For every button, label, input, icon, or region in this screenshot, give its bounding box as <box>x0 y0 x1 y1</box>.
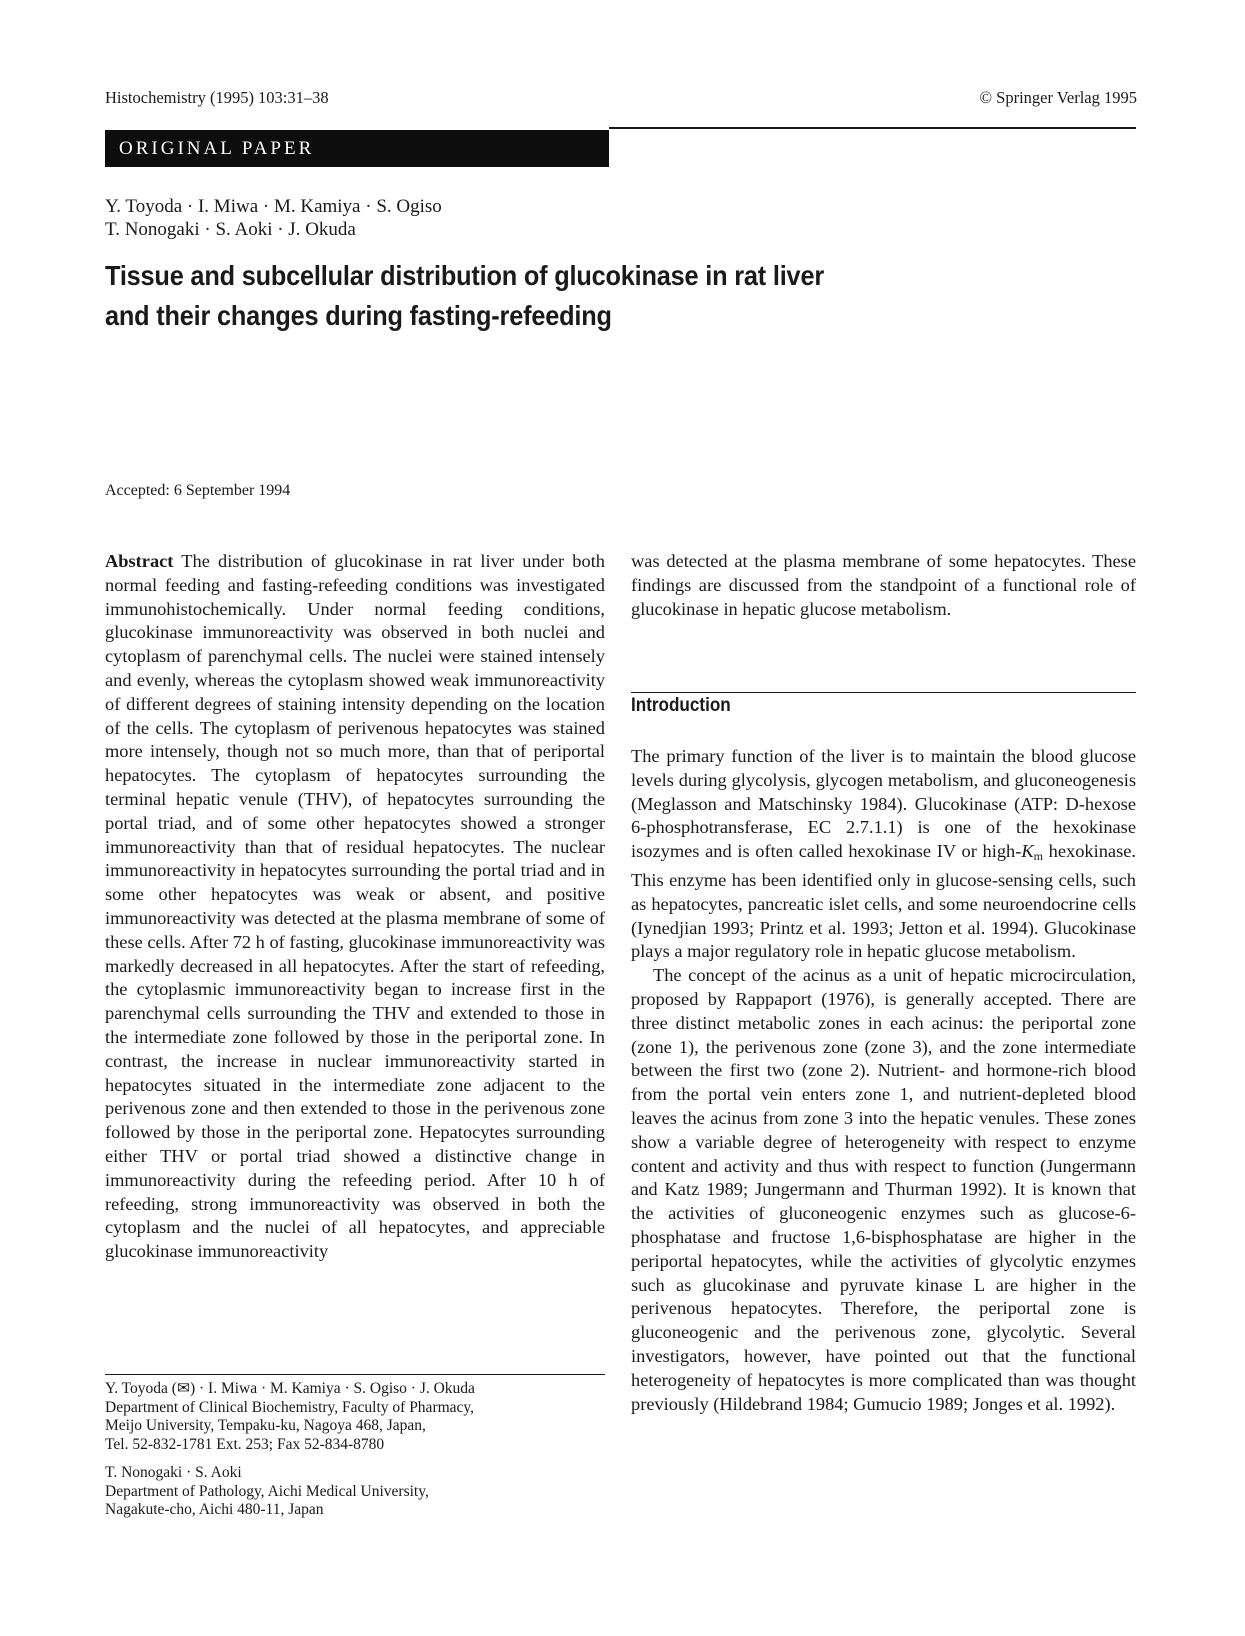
affiliation-line: T. Nonogaki · S. Aoki <box>105 1464 242 1481</box>
article-title <box>105 256 933 336</box>
affiliation-line: Department of Pathology, Aichi Medical University, <box>105 1482 429 1500</box>
journal-citation: Histochemistry (1995) 103:31–38 <box>105 88 329 107</box>
abstract-continuation <box>631 550 1136 621</box>
introduction-paragraph <box>631 745 1136 964</box>
title-line: and their changes during fasting-refeeding <box>105 300 612 331</box>
author-affiliations <box>105 1380 605 1530</box>
affiliation-block <box>105 1464 605 1520</box>
abstract-column <box>105 550 605 1264</box>
footnote-rule <box>105 1374 605 1375</box>
abstract-text: The distribution of glucokinase in rat liver under both normal feeding and fasting-refeeding conditions was investigated immunohistochemically. Under normal feeding conditions, glucokinase immunoreactivity was observed in both nuclei and cytoplasm of parenchymal cells. The nuclei were stained intensely and evenly, whereas the cytoplasm showed weak immunoreactivity of different degrees of staining intensity depending on the location of the cells. The cytoplasm of perivenous hepatocytes was stained more intensely, though not so much more, than that of periportal hepatocytes. The cytoplasm of hepatocytes surrounding the terminal hepatic venule (THV), of hepatocytes surrounding the portal triad, and of some other hepatocytes showed a stronger immunoreactivity than that of residual hepatocytes. The nuclear immunoreactivity in hepatocytes surrounding the portal triad and in some other hepatocytes was weak or absent, and positive immunoreactivity was detected at the plasma membrane of some of these cells. After 72 h of fasting, glucokinase immunoreactivity was markedly decreased in all hepatocytes. After the start of refeeding, the cytoplasmic immunoreactivity began to increase first in the parenchymal cells surrounding the THV and extended to those in the intermediate zone followed by those in the periportal zone. In contrast, the increase in nuclear immunoreactivity started in hepatocytes situated in the intermediate zone adjacent to the perivenous zone and then extended to those in the perivenous zone followed by those in the periportal zone. Hepatocytes surrounding either THV or portal triad showed a distinctive change in immunoreactivity during the refeeding period. After 10 h of refeeding, strong immunoreactivity was observed in both the cytoplasm and the nuclei of all hepatocytes, and appreciable glucokinase immunoreactivity <box>105 551 606 1262</box>
subscript: m <box>1033 849 1043 864</box>
affiliation-line: Meijo University, Tempaku-ku, Nagoya 468, Japan, <box>105 1417 426 1434</box>
title-line: Tissue and subcellular distribution of glucokinase in rat liver <box>105 260 825 291</box>
accepted-date: Accepted: 6 September 1994 <box>105 482 291 499</box>
introduction-paragraph: The concept of the acinus as a unit of hepatic microcirculation, proposed by Rappaport (1976), is generally accepted. There are three distinct metabolic zones in each acinus: the periportal zone (zone 1), the perivenous zone (zone 3), and the zone intermediate between the first two (zone 2). Nutrient- and hormone-rich blood from the portal vein enters zone 1, and nutrient-depleted blood leaves the acinus from zone 3 into the hepatic venules. These zones show a variable degree of heterogeneity with respect to enzyme content and activity and thus with respect to function (Jungermann and Katz 1989; Jungermann and Thurman 1992). It is known that the activities of gluconeogenic enzymes such as glucose-6-phosphatase and fructose 1,6-bisphosphatase are higher in the periportal hepatocytes, while the activities of glycolytic enzymes such as glucokinase and pyruvate kinase L are higher in the perivenous hepatocytes. Therefore, the periportal zone is gluconeogenic and the perivenous zone, glycolytic. Several investigators, however, have pointed out that the functional heterogeneity of hepatocytes is more complicated than was thought previously (Hildebrand 1984; Gumucio 1989; Jonges et al. 1992). <box>631 965 1136 1414</box>
author-line: Y. Toyoda · I. Miwa · M. Kamiya · S. Ogiso <box>105 196 442 217</box>
publisher-copyright: © Springer Verlag 1995 <box>979 88 1137 107</box>
text-run: The primary function of the liver is to maintain the blood glucose levels during glycolysis, glycogen metabolism, and gluconeogenesis (Meglasson and Matschinsky 1984). Glucokinase (ATP: D-hexose 6-phosphotransferase, EC 2.7.1.1) is one of the hexokinase isozymes and is often called hexokinase IV or high- <box>631 746 1136 862</box>
affiliation-line: Tel. 52-832-1781 Ext. 253; Fax 52-834-8780 <box>105 1435 385 1453</box>
affiliation-line: Nagakute-cho, Aichi 480-11, Japan <box>105 1501 324 1518</box>
text-run: hexokinase. This enzyme has been identified only in glucose-sensing cells, such as hepatocytes, pancreatic islet cells, and some neuroendocrine cells (Iynedjian 1993; Printz et al. 1993; Jetton et al. 1994). Glucokinase plays a major regulatory role in hepatic glucose metabolism. <box>631 841 1136 962</box>
affiliation-block <box>105 1380 605 1454</box>
author-line: T. Nonogaki · S. Aoki · J. Okuda <box>105 219 356 240</box>
abstract-paragraph <box>105 550 605 1264</box>
article-type-banner: ORIGINAL PAPER <box>105 130 609 167</box>
author-list <box>105 195 442 241</box>
affiliation-line: Department of Clinical Biochemistry, Faculty of Pharmacy, <box>105 1398 475 1416</box>
text-run: K <box>1021 841 1034 862</box>
introduction-body <box>631 745 1136 1416</box>
affiliation-line: Y. Toyoda (✉) · I. Miwa · M. Kamiya · S. Ogiso · J. Okuda <box>105 1380 475 1397</box>
introduction-heading: Introduction <box>631 695 731 716</box>
abstract-label: Abstract <box>105 551 174 571</box>
abstract-text-continued: was detected at the plasma membrane of some hepatocytes. These findings are discussed from the standpoint of a functional role of glucokinase in hepatic glucose metabolism. <box>631 551 1136 619</box>
header-rule <box>609 127 1136 129</box>
section-rule <box>631 692 1136 693</box>
